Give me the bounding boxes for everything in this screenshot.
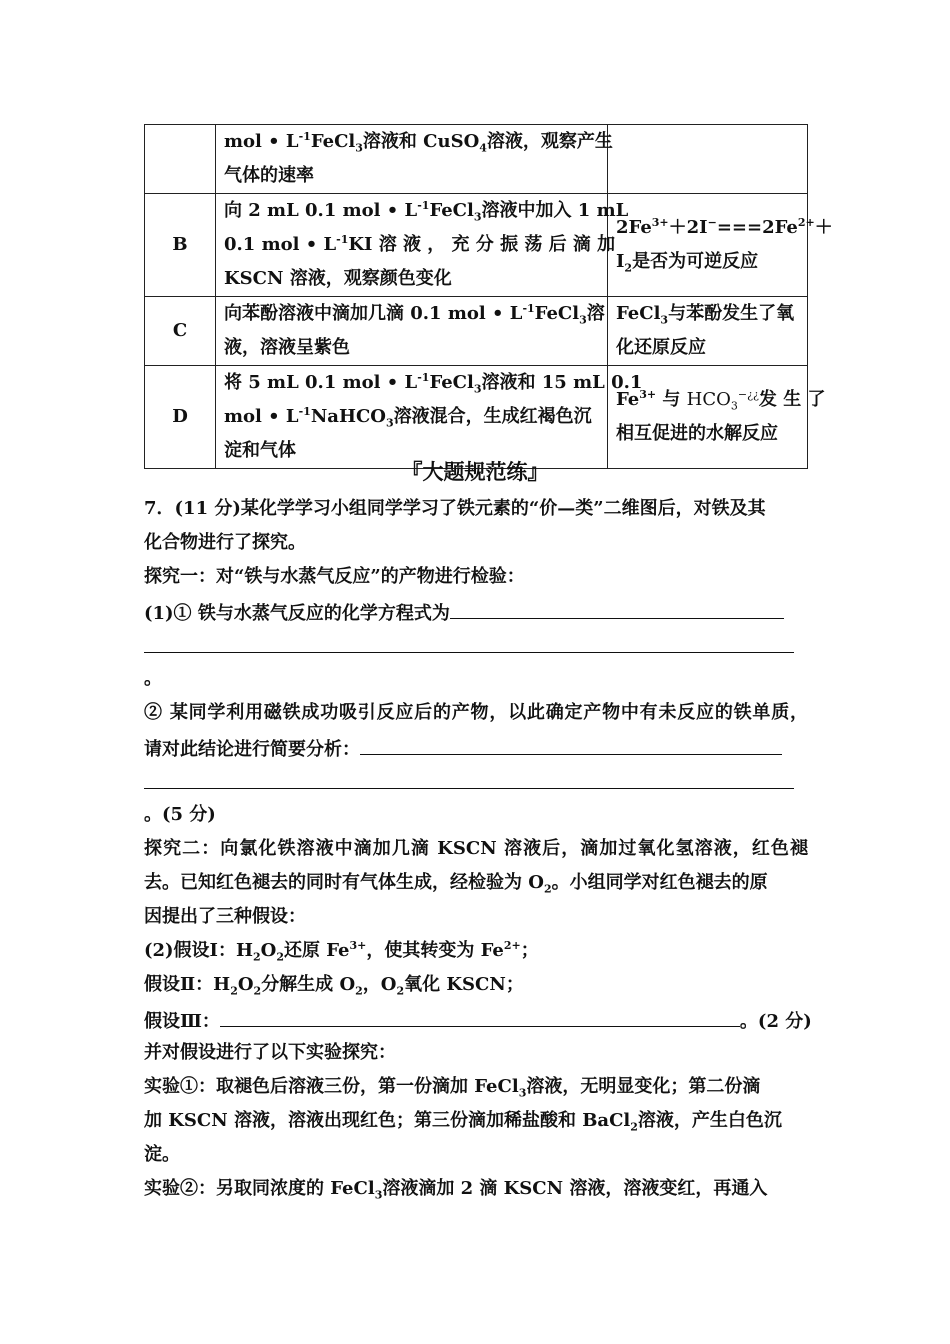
table-row [145,194,808,297]
answer-blank[interactable] [450,594,784,619]
row-label: C [145,297,216,366]
question-line: 化合物进行了探究。 [144,532,306,553]
operation-cell: 向 2 mL 0.1 mol • $L^{-1}FeCl_3$溶液中加入 1 mL 0.1 mol • $L^{-1}KI$ 溶 液 ， 充 分 振 荡 后 滴 加 KSCN 溶液，观察颜色变化 [216,194,608,297]
operation-cell: mol • $L^{-1}FeCl_3$溶液和 CuSO$_4$溶液，观察产生 气体的速率 [216,125,608,194]
answer-blank[interactable] [144,764,794,789]
row-label: B [145,194,216,297]
experiment-1: 实验①：取褪色后溶液三份，第一份滴加 FeCl$_3$溶液，无明显变化；第二份滴 [144,1076,761,1100]
section-title: 『大题规范练』 [401,460,549,484]
purpose-cell: $2Fe^{3+}+2I^-===2Fe^{2+}+$ $I_2$是否为可逆反应 [608,194,808,297]
experiment-2: 实验②：另取同浓度的 FeCl$_3$溶液滴加 2 滴 KSCN 溶液，溶液变红，再通入 [144,1178,768,1202]
answer-blank[interactable] [360,730,782,755]
experiment-table [144,124,833,469]
question-line: 7．(11 分)某化学学习小组同学学习了铁元素的“价—类”二维图后，对铁及其 [144,498,766,519]
purpose-cell: FeCl$_3$与苯酚发生了氧 化还原反应 [608,297,808,366]
question-1a: (1)① 铁与水蒸气反应的化学方程式为 [144,603,450,624]
question-1b: ② 某同学利用磁铁成功吸引反应后的产物，以此确定产物中有未反应的铁单质， [144,702,808,723]
question-7: 7．(11 分)某化学学习小组同学学习了铁元素的“价—类”二维图后，对铁及其 化合物进行了探究。 探究一：对“铁与水蒸气反应”的产物进行检验： (1)① 铁与水蒸气反应的化学方程式为 。 ② 某同学利用磁铁成功吸引反应后的产物，以此确定产物中有未反应的铁单质， 请对此结论进行简要分析： 。(5 分) 探究二：向氯化铁溶液中滴加几滴 KSCN 溶液后，滴加过氧化氢溶液，红色褪 去。已知红色褪去的同时有气体生成，经检验为 $O_2$。小组同学对红色褪去的原 因提出了三种假设： (2)假设Ⅰ：$H_2O_2$还原 $Fe^{3+}$，使其转变为 $Fe^{2+}$； 假设Ⅱ：$H_2O_2$分解生成 $O_2$，$O_2$氧化 KSCN； 假设Ⅲ： 。(2 分) 并对假设进行了以下实验探究： 实验①：取褪色后溶液三份，第一份滴加 FeCl$_3$溶液，无明显变化；第二份滴 加 KSCN 溶液，溶液出现红色；第三份滴加稀盐酸和 BaCl$_2$溶液，产生白色沉 淀。 实验②：另取同浓度的 FeCl$_3$溶液滴加 2 滴 KSCN 溶液，溶液变红，再通入 [144,492,808,1206]
answer-blank[interactable] [144,628,794,653]
table-row [145,297,808,366]
explore-two-text: 探究二：向氯化铁溶液中滴加几滴 KSCN 溶液后，滴加过氧化氢溶液，红色褪 [144,838,808,859]
table-row [145,366,808,469]
operation-cell: 向苯酚溶液中滴加几滴 0.1 mol • $L^{-1}FeCl_3$溶 液，溶液呈紫色 [216,297,608,366]
row-label: D [145,366,216,469]
explore-one-heading: 探究一：对“铁与水蒸气反应”的产物进行检验： [144,566,525,587]
row-label-empty [145,125,216,194]
hypothesis-2: 假设Ⅱ：$H_2O_2$分解生成 $O_2$，$O_2$氧化 KSCN； [144,974,524,998]
hypothesis-3: 假设Ⅲ： 。(2 分) [144,1002,808,1036]
purpose-cell [608,125,808,194]
table-row [145,125,808,194]
operation-cell: 将 5 mL 0.1 mol • $L^{-1}FeCl_3$溶液和 15 mL 0.1 mol • $L^{-1}NaHCO_3$溶液混合，生成红褐色沉 淀和气体 [216,366,608,469]
answer-blank[interactable] [220,1002,740,1027]
purpose-cell: $Fe^{3+}$ 与 $HCO_3^{-¿¿}$发 生 了 相互促进的水解反应 [608,366,808,469]
hypothesis-1: (2)假设Ⅰ：$H_2O_2$还原 $Fe^{3+}$，使其转变为 $Fe^{2+}$； [144,939,539,964]
